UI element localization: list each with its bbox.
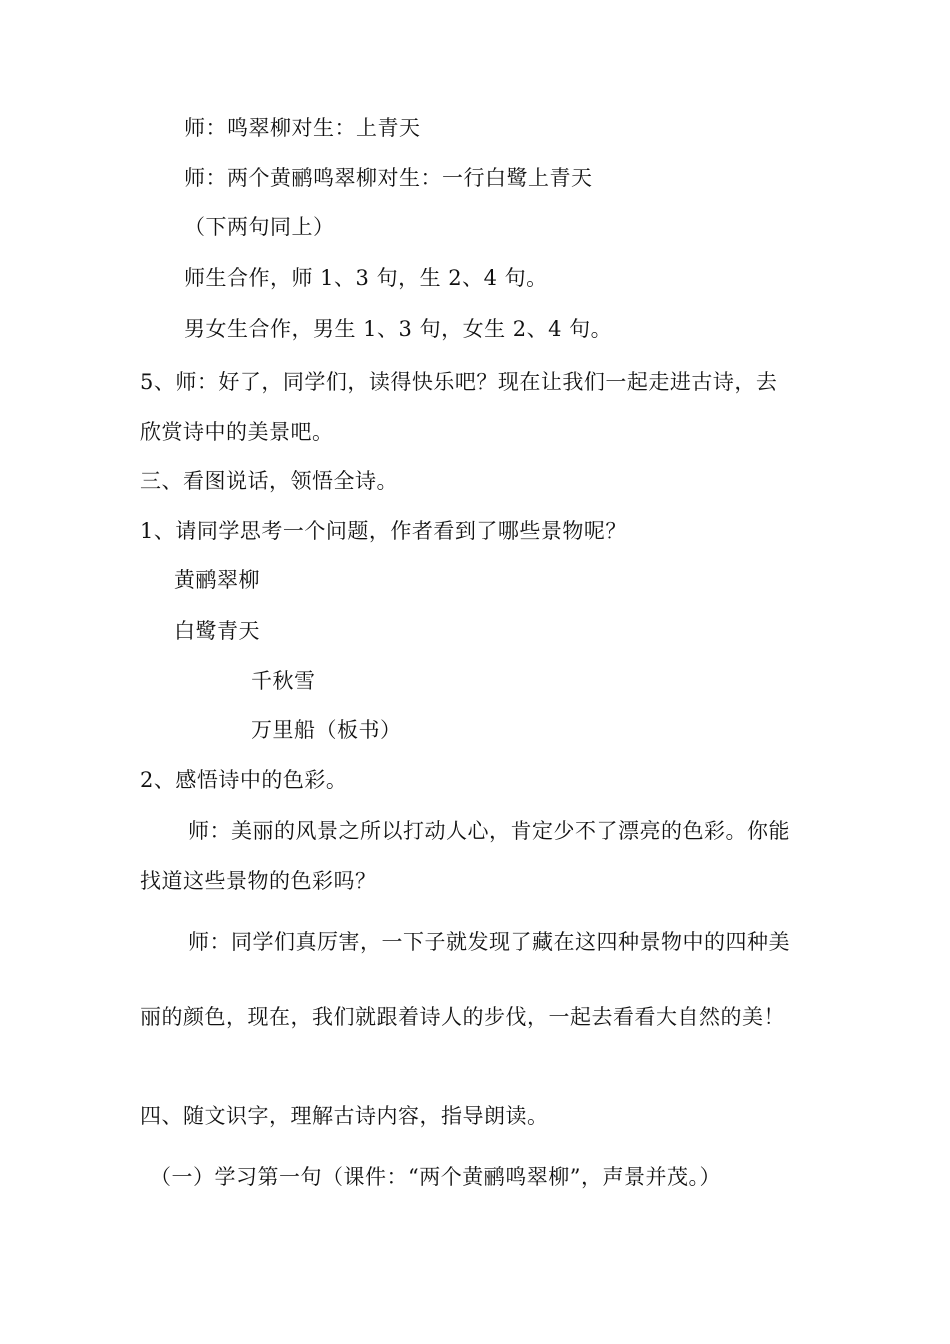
section-heading: 四、随文识字，理解古诗内容，指导朗读。 (140, 1104, 549, 1128)
text-line: 1、请同学思考一个问题，作者看到了哪些景物呢？ (140, 519, 627, 543)
text-line: 师：同学们真厉害，一下子就发现了藏在这四种景物中的四种美 (188, 930, 790, 954)
text-line: 师：美丽的风景之所以打动人心，肯定少不了漂亮的色彩。你能 (188, 819, 790, 843)
text-line: （下两句同上） (184, 215, 335, 239)
text-line: 男女生合作，男生 1、3 句，女生 2、4 句。 (184, 317, 613, 341)
text-line: 找道这些景物的色彩吗？ (140, 869, 377, 893)
section-heading: 三、看图说话，领悟全诗。 (140, 469, 398, 493)
text-line: 5、师：好了，同学们，读得快乐吧？现在让我们一起走进古诗，去 (140, 370, 778, 394)
text-line: 师：两个黄鹂鸣翠柳对生：一行白鹭上青天 (184, 166, 593, 190)
text-line: 丽的颜色，现在，我们就跟着诗人的步伐，一起去看看大自然的美！ (140, 1005, 785, 1029)
blackboard-item: 万里船（板书） (251, 718, 402, 742)
text-line: 2、感悟诗中的色彩。 (140, 768, 348, 792)
subsection-heading: （一）学习第一句（课件：“两个黄鹂鸣翠柳”，声景并茂。） (150, 1165, 721, 1189)
text-line: 师生合作，师 1、3 句，生 2、4 句。 (184, 266, 548, 290)
text-line: 欣赏诗中的美景吧。 (140, 420, 334, 444)
blackboard-item: 黄鹂翠柳 (174, 568, 260, 592)
blackboard-item: 千秋雪 (251, 669, 316, 693)
text-line: 师：鸣翠柳对生：上青天 (184, 116, 421, 140)
blackboard-item: 白鹭青天 (174, 619, 260, 643)
